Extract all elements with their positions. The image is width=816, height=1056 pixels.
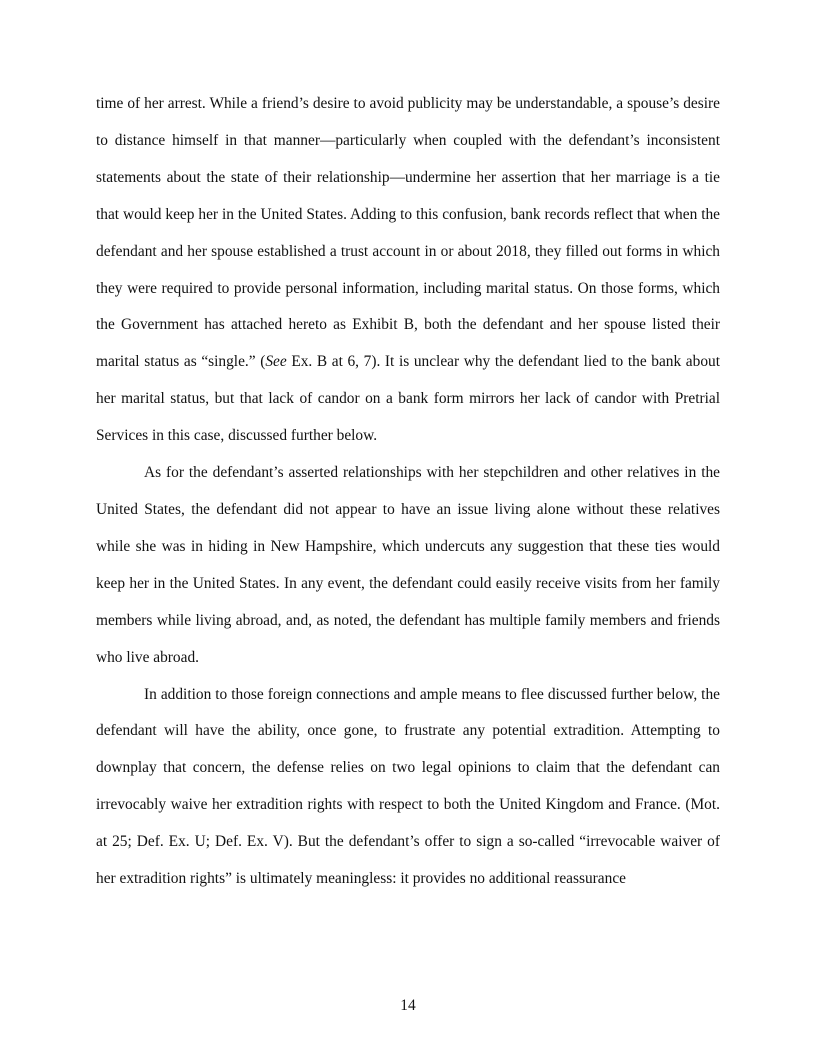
paragraph-1-part-2: Ex. B at 6, 7). It is unclear why the defendant lied to the bank about her marital status, but that lack of candor on a bank form mirrors her lack of candor with Pretrial Services in this case, discussed further below.: [96, 353, 720, 445]
page-number: 14: [400, 997, 416, 1014]
paragraph-3: In addition to those foreign connections and ample means to flee discussed further below, the defendant will have the ability, once gone, to frustrate any potential extradition. Attempting to downplay that concern, the defense relies on two legal opinions to claim that the defendant can irrevocably waive her extradition rights with respect to both the United Kingdom and France. (Mot. at 25; Def. Ex. U; Def. Ex. V). But the defendant’s offer to sign a so-called “irrevocable waiver of her extradition rights” is ultimately meaningless: it provides no additional reassurance: [96, 685, 720, 888]
paragraph-2: As for the defendant’s asserted relationships with her stepchildren and other relatives in the United States, the defendant did not appear to have an issue living alone without these relatives while she was in hiding in New Hampshire, which undercuts any suggestion that these ties would keep her in the United States. In any event, the defendant could easily receive visits from her family members while living abroad, and, as noted, the defendant has multiple family members and friends who live abroad.: [96, 464, 720, 666]
paragraph-1-part-1: time of her arrest. While a friend’s desire to avoid publicity may be understandable, a spouse’s desire to distance himself in that manner—particularly when coupled with the defendant’s inconsistent statements about the state of their relationship—undermine her assertion that her marriage is a tie that would keep her in the United States. Adding to this confusion, bank records reflect that when the defendant and her spouse established a trust account in or about 2018, they filled out forms in which they were required to provide personal information, including marital status. On those forms, which the Government has attached hereto as Exhibit B, both the defendant and her spouse listed their marital status as “single.” (: [96, 95, 720, 371]
citation-signal-see: See: [265, 353, 287, 371]
paragraph-1: [96, 86, 720, 455]
document-body: [96, 86, 720, 898]
